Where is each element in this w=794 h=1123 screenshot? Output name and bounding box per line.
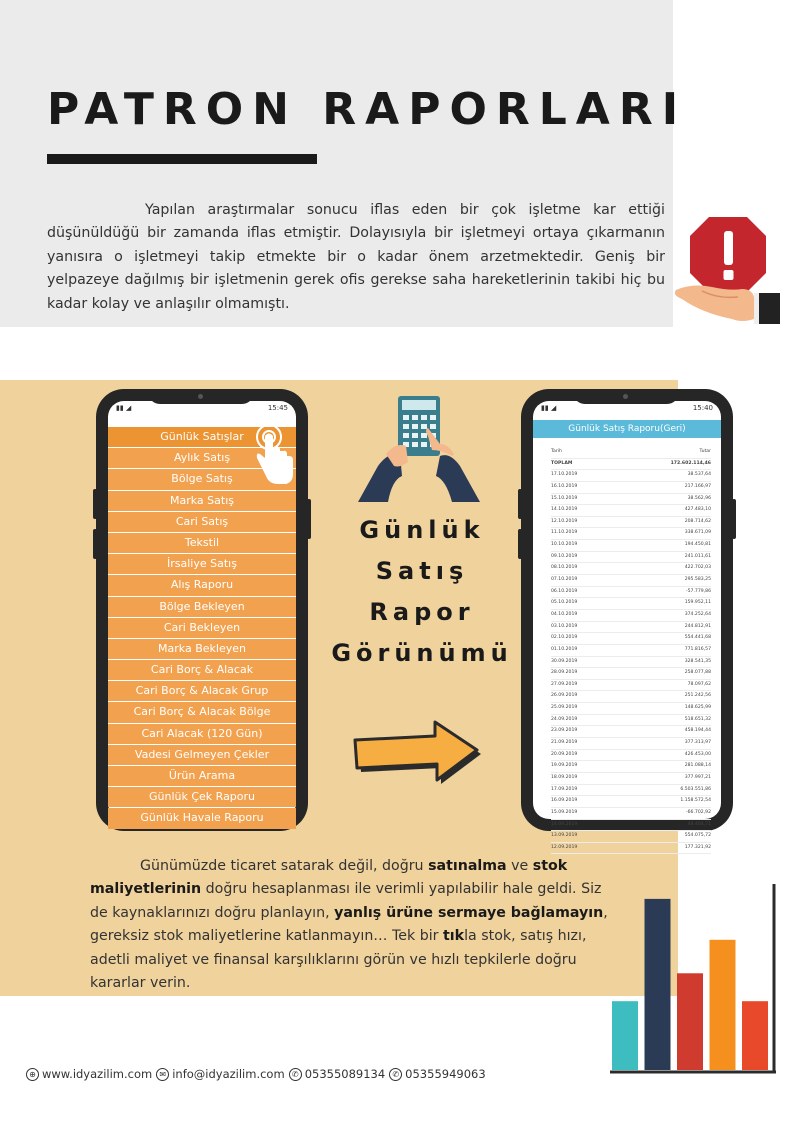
emphasis-text: yanlış ürüne sermaye bağlamayın [334,904,604,921]
table-row [551,738,711,750]
row-amount: -66.702,92 [685,809,711,815]
caption-line: Rapor [369,598,475,626]
row-date: 16.09.2019 [551,798,578,804]
table-row [551,633,711,645]
menu-item[interactable]: Aylık Satış [108,448,296,468]
status-signal-icon: ▮▮ ◢ [116,404,132,412]
row-amount: 328.541,35 [684,658,711,664]
row-amount: 244.812,91 [684,623,711,629]
status-time: 15:40 [692,404,713,412]
row-date: 15.10.2019 [551,495,578,501]
menu-item[interactable]: Cari Borç & Alacak [108,660,296,680]
globe-icon: ⊕ [26,1068,39,1081]
menu-item[interactable]: Vadesi Gelmeyen Çekler [108,745,296,765]
row-date: 30.09.2019 [551,658,578,664]
report-header[interactable]: Günlük Satış Raporu(Geri) [533,420,721,438]
website-link[interactable]: www.idyazilim.com [42,1067,153,1081]
row-amount: 177.321,92 [684,844,711,850]
email-link[interactable]: info@idyazilim.com [172,1067,285,1081]
menu-item[interactable]: Bölge Satış [108,469,296,489]
row-amount: 426.453,00 [684,751,711,757]
row-amount: 374.252,64 [684,611,711,617]
row-date: 02.10.2019 [551,635,578,641]
row-amount: 217.166,97 [684,483,711,489]
row-date: 17.10.2019 [551,472,578,478]
menu-item[interactable]: Alış Raporu [108,575,296,595]
menu-item[interactable]: Cari Satış [108,512,296,532]
row-amount: 6.503.551,86 [680,786,711,792]
row-amount: 241.011,61 [684,553,711,559]
row-date: 11.10.2019 [551,530,578,536]
menu-item[interactable]: İrsaliye Satış [108,554,296,574]
row-amount: 338.671,09 [684,530,711,536]
row-amount: 771.816,57 [684,646,711,652]
menu-item[interactable]: Ürün Arama [108,766,296,786]
table-row [551,843,711,855]
col-total: Tutar [699,449,711,454]
chart-bar [742,1001,768,1070]
table-row [551,796,711,808]
table-row [551,750,711,762]
chart-bar [612,1001,638,1070]
phone-icon: ✆ [289,1068,302,1081]
row-amount: 194.450,81 [684,542,711,548]
report-view-caption [322,510,522,674]
row-date: 26.09.2019 [551,693,578,699]
table-row [551,820,711,832]
table-row [551,808,711,820]
row-date: 03.10.2019 [551,623,578,629]
caption-line: Satış [375,557,469,585]
report-column-headers [551,447,711,459]
chart-bar [677,973,703,1070]
menu-item[interactable]: Günlük Çek Raporu [108,787,296,807]
row-date: 09.10.2019 [551,553,578,559]
table-row [551,680,711,692]
row-amount: 422.702,03 [684,565,711,571]
title-underline [47,154,317,164]
table-row [551,482,711,494]
menu-item[interactable]: Cari Alacak (120 Gün) [108,724,296,744]
table-row [551,563,711,575]
body-text: la stok, satış hızı, adetli maliyet ve finansal karşılıklarını görün ve hızlı tepkilerle doğru kararlar verin. [90,928,587,992]
row-date: 23.09.2019 [551,728,578,734]
row-date: 04.10.2019 [551,611,578,617]
benefits-paragraph [90,855,620,995]
row-amount: 377.997,21 [684,774,711,780]
table-row [551,668,711,680]
row-amount: 458.194,44 [684,728,711,734]
table-row [551,715,711,727]
row-amount: 78.097,62 [687,681,711,687]
table-row [551,761,711,773]
hand-icon [675,286,780,324]
arrow-right-icon [353,722,487,788]
row-date: 17.09.2019 [551,786,578,792]
table-row [551,726,711,738]
col-date: Tarih [551,449,562,454]
row-date: 13.09.2019 [551,833,578,839]
phone-contact-2[interactable] [389,1067,485,1081]
row-amount: 38.537,64 [687,472,711,478]
email-contact[interactable] [156,1067,284,1081]
row-date: 01.10.2019 [551,646,578,652]
intro-text: Yapılan araştırmalar sonucu iflas eden bir çok işletme kar ettiği düşünüldüğü bir zamanda iflas etmiştir. Dolayısıyla bir işletmeyi ortaya çıkarmanın yanısıra o işletmeyi takip etmekte bir o kadar önem arzetmektedir. Geniş bir yelpazeye dağılmış bir işletmenin gerek ofis gerekse saha hareketlerinin takibi hiç bu kadar kolay ve anlaşılır olmamıştı. [47,202,665,312]
body-text: doğru hesaplanması ile verimli yapılabilir hale geldi. Siz de kaynaklarınızı doğru planlayın, [90,881,602,921]
table-row [551,773,711,785]
emphasis-text: stok maliyetlerinin [90,858,568,898]
phone-icon: ✆ [389,1068,402,1081]
table-row [551,785,711,797]
table-row [551,552,711,564]
table-row [551,645,711,657]
table-row [551,831,711,843]
row-date: 06.10.2019 [551,588,578,594]
row-amount: 208.714,62 [684,518,711,524]
emphasis-text: tık [443,928,465,945]
status-time: 15:45 [267,404,288,412]
phone-number-1[interactable]: 05355089134 [304,1067,386,1081]
row-date: 08.10.2019 [551,565,578,571]
row-date: 20.09.2019 [551,751,578,757]
row-amount: 295.583,25 [684,577,711,583]
contact-footer [26,1067,490,1081]
body-text: , gereksiz stok maliyetlerine katlanmayın… Tek bir [90,904,608,945]
row-date: 28.09.2019 [551,670,578,676]
row-date: 12.10.2019 [551,518,578,524]
row-amount: 518.651,32 [684,716,711,722]
row-date: 25.09.2019 [551,705,578,711]
menu-item[interactable]: Cari Bekleyen [108,618,296,638]
bar-chart-icon [606,880,786,1076]
intro-paragraph [47,199,665,316]
phone-number-2[interactable]: 05355949063 [405,1067,486,1081]
row-amount: 258.077,88 [684,670,711,676]
table-row [551,598,711,610]
menu-item[interactable]: Cari Borç & Alacak Bölge [108,702,296,722]
table-row [551,494,711,506]
website-contact[interactable] [26,1067,152,1081]
body-text: Günümüzde ticaret satarak değil, doğru [140,858,429,874]
mail-icon: ✉ [156,1068,169,1081]
row-date: 27.09.2019 [551,681,578,687]
row-date: 14.10.2019 [551,507,578,513]
row-date: 18.09.2019 [551,774,578,780]
emphasis-text: satınalma [428,858,507,874]
table-row [551,587,711,599]
touch-hand-icon [252,422,300,490]
table-row [551,470,711,482]
table-row [551,657,711,669]
phone-report-mockup [521,389,733,850]
row-amount: 377.313,97 [684,740,711,746]
chart-bar [645,899,671,1070]
row-amount: 251.242,56 [684,693,711,699]
table-row [551,691,711,703]
menu-item[interactable]: Tekstil [108,533,296,553]
row-date: 15.09.2019 [551,809,578,815]
row-date: 07.10.2019 [551,577,578,583]
caption-line: Görünümü [331,639,513,667]
row-amount: 554.441,68 [684,635,711,641]
table-row [551,505,711,517]
total-value: 172.602.114,46 [670,460,711,466]
table-row [551,610,711,622]
row-amount: 38.562,96 [687,495,711,501]
table-row [551,540,711,552]
menu-item[interactable]: Günlük Satışlar [108,427,296,447]
menu-item[interactable]: Marka Satış [108,491,296,511]
report-total-row [551,459,711,471]
table-row [551,575,711,587]
row-date: 19.09.2019 [551,763,578,769]
row-amount: 48.464,71 [687,821,711,827]
row-date: 05.10.2019 [551,600,578,606]
row-amount: -57.779,86 [685,588,711,594]
calculator-icon [356,394,482,502]
caption-line: Günlük [359,516,485,544]
table-row [551,528,711,540]
table-row [551,703,711,715]
page-title: PATRON RAPORLARI [47,84,688,135]
row-date: 10.10.2019 [551,542,578,548]
report-rows [551,470,711,854]
report-table [551,447,711,854]
menu-item[interactable]: Bölge Bekleyen [108,597,296,617]
status-signal-icon: ▮▮ ◢ [541,404,557,412]
chart-bar [710,940,736,1070]
row-date: 16.10.2019 [551,483,578,489]
body-text: ve [506,858,533,874]
row-amount: 554.075,72 [684,833,711,839]
row-amount: 159.952,11 [684,600,711,606]
row-date: 24.09.2019 [551,716,578,722]
row-amount: 1.158.572,54 [680,798,711,804]
row-amount: 281.088,14 [684,763,711,769]
benefits-text [90,858,608,991]
row-amount: 148.625,99 [684,705,711,711]
row-date: 21.09.2019 [551,740,578,746]
menu-item[interactable]: Günlük Havale Raporu [108,808,296,828]
row-date: 14.09.2019 [551,821,578,827]
table-row [551,622,711,634]
row-amount: 427.483,10 [684,507,711,513]
menu-item[interactable]: Cari Borç & Alacak Grup [108,681,296,701]
phone-contact-1[interactable] [289,1067,385,1081]
menu-item[interactable]: Marka Bekleyen [108,639,296,659]
row-date: 12.09.2019 [551,844,578,850]
table-row [551,517,711,529]
warning-stop-sign-icon [672,213,784,328]
total-label: TOPLAM [551,460,573,466]
